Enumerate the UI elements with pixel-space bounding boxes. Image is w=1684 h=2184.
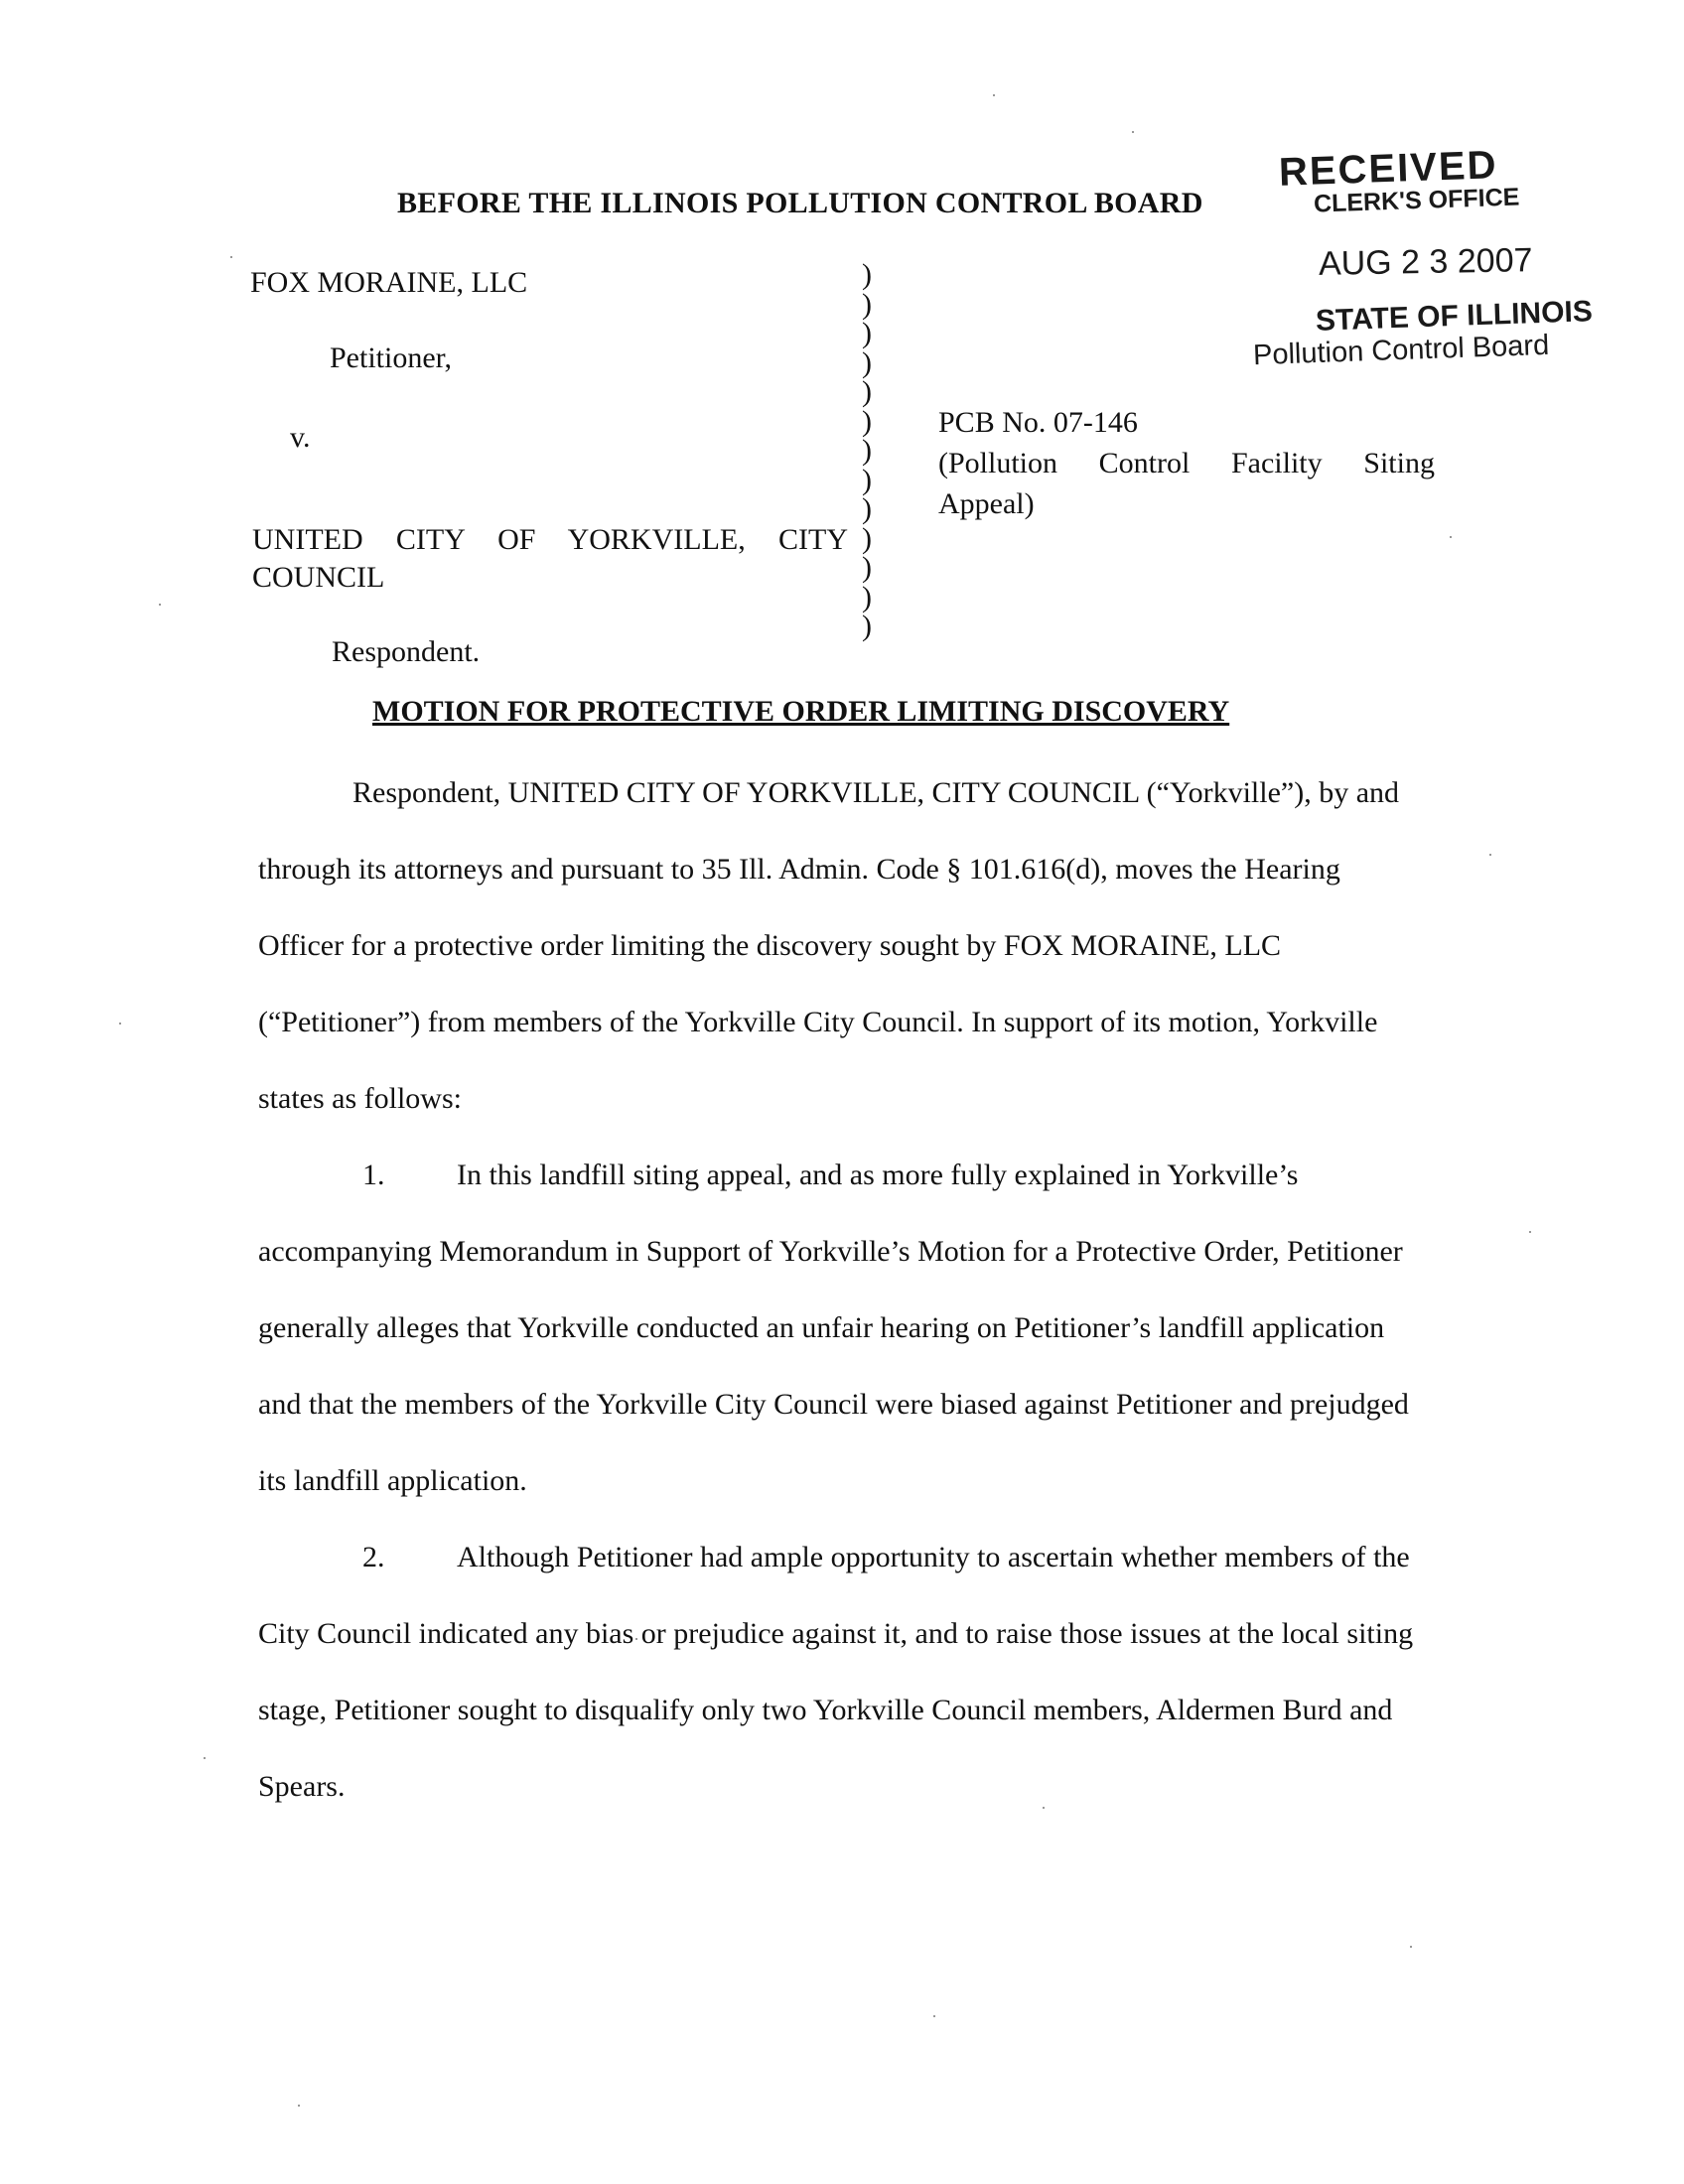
stamp-board: Pollution Control Board — [1252, 329, 1550, 372]
stamp-state: STATE OF ILLINOIS — [1315, 295, 1594, 338]
paragraph-text: In this landfill siting appeal, and as more fully explained in Yorkville’s accompanying Memorandum in Support of Yorkville’s Motion for a Protective Order, Petitioner generally alleges that Yorkville conducted an unfair hearing on Petitioner’s landfill application and that the members of the Yorkville City Council were biased against Petitioner and prejudged its landfill application. — [258, 1159, 1409, 1497]
versus: v. — [290, 421, 311, 454]
stamp-received: RECEIVED — [1278, 143, 1499, 195]
caption-paren: ) — [862, 492, 872, 525]
document-title: MOTION FOR PROTECTIVE ORDER LIMITING DISCOVERY — [372, 695, 1230, 728]
petitioner-name: FOX MORAINE, LLC — [250, 266, 528, 299]
case-type-word: (Pollution — [938, 447, 1058, 479]
numbered-paragraph — [258, 1137, 1428, 1519]
caption-paren: ) — [862, 345, 872, 379]
petitioner-role: Petitioner, — [330, 341, 452, 374]
stamp-clerk-office: CLERK'S OFFICE — [1313, 183, 1520, 218]
case-type-line — [938, 443, 1435, 483]
numbered-paragraph — [258, 1519, 1428, 1825]
respondent-role: Respondent. — [332, 635, 481, 668]
caption-paren: ) — [862, 404, 872, 438]
caption-paren: ) — [862, 317, 872, 349]
intro-paragraph: Respondent, UNITED CITY OF YORKVILLE, CITY COUNCIL (“Yorkville”), by and through its attorneys and pursuant to 35 Ill. Admin. Code § 101.616(d), moves the Hearing Officer for a protective order limiting the discovery sought by FOX MORAINE, LLC (“Petitioner”) from members of the Yorkville City Council. In support of its motion, Yorkville states as follows: — [258, 776, 1400, 1115]
stamp-date: AUG 2 3 2007 — [1318, 241, 1533, 283]
paragraph-number: 2. — [362, 1541, 385, 1573]
paragraph-text: Although Petitioner had ample opportunity to ascertain whether members of the City Council indicated any bias or prejudice against it, and to raise those issues at the local siting stage, Petitioner sought to disqualify only two Yorkville Council members, Aldermen Burd and Spears. — [258, 1541, 1414, 1803]
caption-paren: ) — [862, 434, 872, 467]
caption-paren: ) — [862, 610, 872, 642]
caption-paren: ) — [862, 258, 872, 291]
caption-parentheses — [862, 260, 872, 641]
caption-paren: ) — [862, 580, 872, 614]
case-number-block — [938, 402, 1435, 524]
case-type-word: Facility — [1230, 447, 1323, 479]
case-number: PCB No. 07-146 — [938, 406, 1138, 439]
caption-paren: ) — [862, 375, 872, 408]
case-type-word: Siting — [1363, 447, 1435, 479]
document-body — [258, 754, 1428, 1825]
case-type-end: Appeal) — [938, 487, 1035, 520]
caption-paren: ) — [862, 521, 872, 555]
respondent-name: UNITED CITY OF YORKVILLE, CITY COUNCIL — [252, 523, 848, 594]
court-title: BEFORE THE ILLINOIS POLLUTION CONTROL BOARD — [397, 187, 1203, 219]
caption-paren: ) — [862, 463, 872, 496]
caption-paren: ) — [862, 287, 872, 321]
paragraph-number: 1. — [362, 1159, 385, 1191]
caption-paren: ) — [862, 551, 872, 584]
case-type-word: Control — [1098, 447, 1191, 479]
